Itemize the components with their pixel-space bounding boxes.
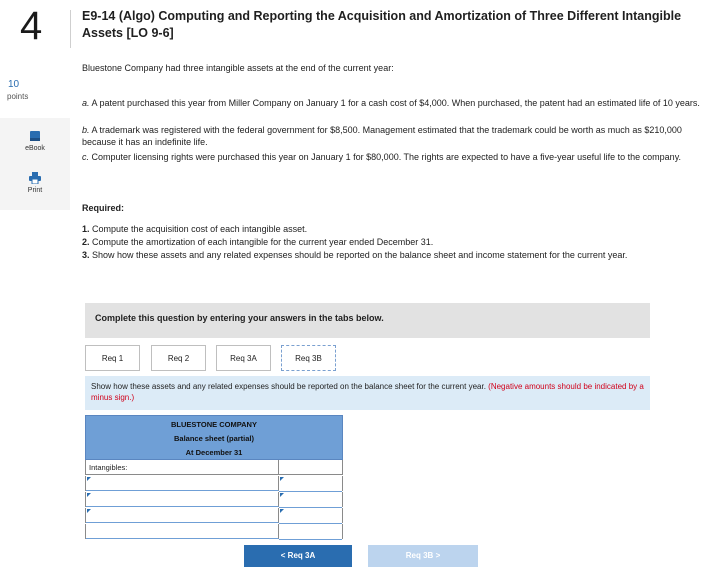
- table-row: [85, 524, 343, 539]
- requirement-text: Show how these assets and any related expenses should be reported on the balance sheet and income statement for the current year.: [92, 250, 628, 260]
- instructions-banner: [85, 303, 650, 338]
- previous-tab-button[interactable]: [244, 545, 352, 567]
- table-row: [85, 492, 343, 507]
- amount-input[interactable]: [279, 524, 342, 540]
- next-tab-button[interactable]: [368, 545, 478, 567]
- dropdown-marker-icon: [87, 477, 91, 481]
- question-number: 4: [20, 4, 43, 48]
- chevron-right-icon: >: [435, 551, 441, 560]
- previous-tab-label: Req 3A: [287, 551, 316, 560]
- input-marker-icon: [280, 477, 284, 481]
- requirement-number: 3.: [82, 250, 90, 260]
- account-select[interactable]: [86, 508, 279, 523]
- points-label: points: [7, 92, 29, 101]
- requirement-text: Compute the amortization of each intangible for the current year ended December 31.: [92, 237, 434, 247]
- list-item: [82, 97, 712, 109]
- negative-amount-note: (Negative amounts should be indicated by a minus sign.): [91, 382, 644, 402]
- print-button[interactable]: [0, 172, 70, 194]
- print-label: Print: [27, 187, 43, 194]
- requirement-text: Compute the acquisition cost of each intangible asset.: [92, 224, 308, 234]
- account-select[interactable]: [86, 476, 279, 491]
- book-icon: [29, 130, 41, 142]
- amount-input[interactable]: [279, 492, 342, 508]
- input-marker-icon: [280, 493, 284, 497]
- tab-req-1[interactable]: Req 1: [85, 345, 140, 371]
- next-tab-label: Req 3B: [405, 551, 434, 560]
- list-item: [82, 124, 712, 148]
- header-divider: [70, 10, 71, 48]
- tab-instruction: [85, 376, 650, 410]
- dropdown-marker-icon: [87, 509, 91, 513]
- chevron-left-icon: <: [280, 551, 286, 560]
- item-label: a.: [82, 98, 90, 108]
- required-heading: Required:: [82, 203, 125, 213]
- list-item: [82, 151, 712, 163]
- requirement-item: [82, 249, 707, 261]
- requirement-number: 1.: [82, 224, 90, 234]
- requirement-item: [82, 236, 707, 248]
- table-row: [85, 476, 343, 491]
- input-marker-icon: [280, 509, 284, 513]
- statement-name: Balance sheet (partial): [173, 434, 255, 443]
- points-value: 10: [8, 79, 20, 90]
- instruction-text: Show how these assets and any related expenses should be reported on the balance sheet for the current year.: [91, 382, 486, 391]
- account-select[interactable]: [86, 492, 279, 507]
- ebook-label: eBook: [25, 145, 45, 152]
- problem-intro: Bluestone Company had three intangible assets at the end of the current year:: [82, 63, 394, 73]
- intangibles-label: Intangibles:: [86, 460, 279, 475]
- table-row: [85, 508, 343, 523]
- requirement-number: 2.: [82, 237, 90, 247]
- balance-sheet-header: [85, 415, 343, 460]
- printer-icon: [29, 172, 41, 184]
- item-label: c.: [82, 152, 90, 162]
- item-text: A patent purchased this year from Miller Company on January 1 for a cash cost of $4,000. When purchased, the patent had an estimated life of 10 years.: [91, 98, 700, 108]
- item-text: Computer licensing rights were purchased this year on January 1 for $80,000. The rights are expected to have a five-year useful life to the company.: [91, 152, 682, 162]
- tab-req-3b[interactable]: Req 3B: [281, 345, 336, 371]
- amount-input[interactable]: [279, 476, 342, 492]
- account-select[interactable]: [86, 524, 279, 539]
- banner-text: Complete this question by entering your answers in the tabs below.: [95, 313, 384, 323]
- amount-input[interactable]: [279, 508, 342, 524]
- item-label: b.: [82, 125, 90, 135]
- company-name: BLUESTONE COMPANY: [171, 420, 257, 429]
- tab-req-2[interactable]: Req 2: [151, 345, 206, 371]
- requirement-item: [82, 223, 707, 235]
- statement-date: At December 31: [185, 448, 243, 457]
- empty-cell: [279, 460, 342, 475]
- ebook-button[interactable]: [0, 130, 70, 152]
- question-title: E9-14 (Algo) Computing and Reporting the Acquisition and Amortization of Three Different Intangible Assets [LO 9-6]: [82, 9, 682, 40]
- dropdown-marker-icon: [87, 493, 91, 497]
- item-text: A trademark was registered with the federal government for $8,500. Management estimated that the trademark could be worth as much as $210,000 because it has an indefinite life.: [82, 125, 682, 147]
- tab-req-3a[interactable]: Req 3A: [216, 345, 271, 371]
- table-row: [85, 460, 343, 475]
